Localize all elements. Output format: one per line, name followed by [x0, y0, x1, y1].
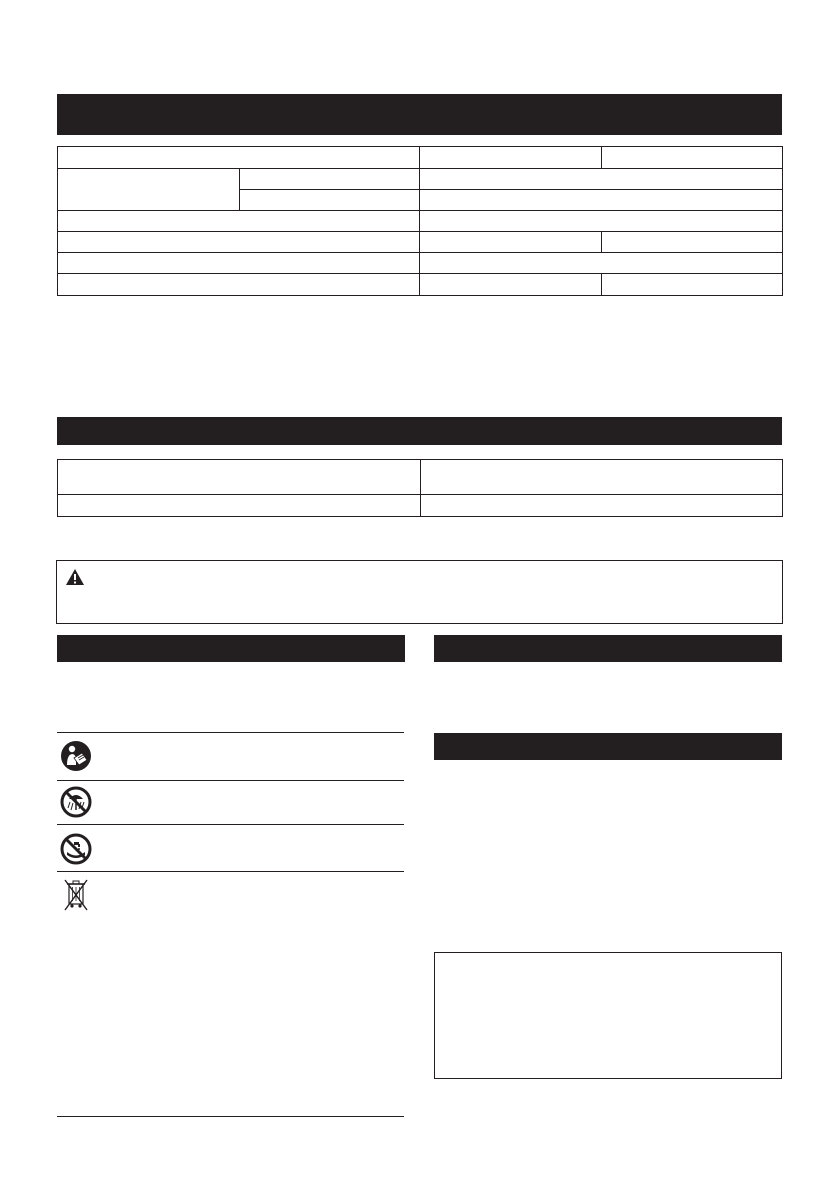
safety-header-bar: [434, 733, 782, 760]
note-box: [434, 952, 782, 1079]
table-cell: [58, 147, 420, 169]
table-row: [58, 232, 783, 253]
symbols-divider: [57, 824, 404, 825]
specifications-title: [57, 94, 782, 102]
table-cell: [602, 147, 783, 169]
table-cell: [420, 495, 783, 517]
table-row: [58, 253, 783, 274]
table-row: [58, 211, 783, 232]
table-cell: [58, 460, 421, 495]
table-cell: [420, 169, 783, 190]
table-row: [58, 147, 783, 169]
table-cell: [420, 253, 783, 274]
symbols-title: [57, 635, 405, 643]
symbols-header-bar: [57, 635, 405, 662]
table-cell: [239, 169, 420, 190]
sound-vibration-header-bar: [57, 417, 782, 445]
symbols-divider: [57, 732, 404, 733]
table-cell: [58, 232, 420, 253]
symbols-divider: [57, 871, 404, 872]
no-rain-icon: [60, 786, 92, 818]
table-cell: [420, 274, 602, 296]
table-cell: [602, 232, 783, 253]
sound-vibration-table: [57, 459, 783, 517]
table-cell: [602, 274, 783, 296]
warning-triangle-icon: [66, 569, 84, 585]
table-row: [58, 495, 783, 517]
table-cell: [58, 495, 421, 517]
table-cell: [58, 211, 420, 232]
table-cell: [58, 169, 240, 211]
table-cell: [420, 232, 602, 253]
table-cell: [420, 190, 783, 211]
intended-use-title: [434, 635, 782, 643]
table-cell: [420, 211, 783, 232]
table-cell: [239, 190, 420, 211]
no-water-icon: [60, 833, 92, 865]
table-cell: [420, 147, 602, 169]
sound-vibration-title: [57, 417, 782, 425]
warning-box: [56, 560, 783, 624]
table-row: [58, 460, 783, 495]
specifications-header-bar: [57, 94, 782, 135]
table-row: [58, 274, 783, 296]
read-manual-icon: [60, 740, 92, 772]
table-cell: [420, 460, 783, 495]
intended-use-header-bar: [434, 635, 782, 662]
specifications-table: [57, 146, 783, 296]
safety-title: [434, 733, 782, 741]
symbols-divider: [57, 1116, 404, 1117]
symbols-divider: [57, 780, 404, 781]
table-row: [58, 169, 783, 190]
crossed-bin-icon: [63, 878, 89, 912]
table-cell: [58, 253, 420, 274]
table-cell: [58, 274, 420, 296]
